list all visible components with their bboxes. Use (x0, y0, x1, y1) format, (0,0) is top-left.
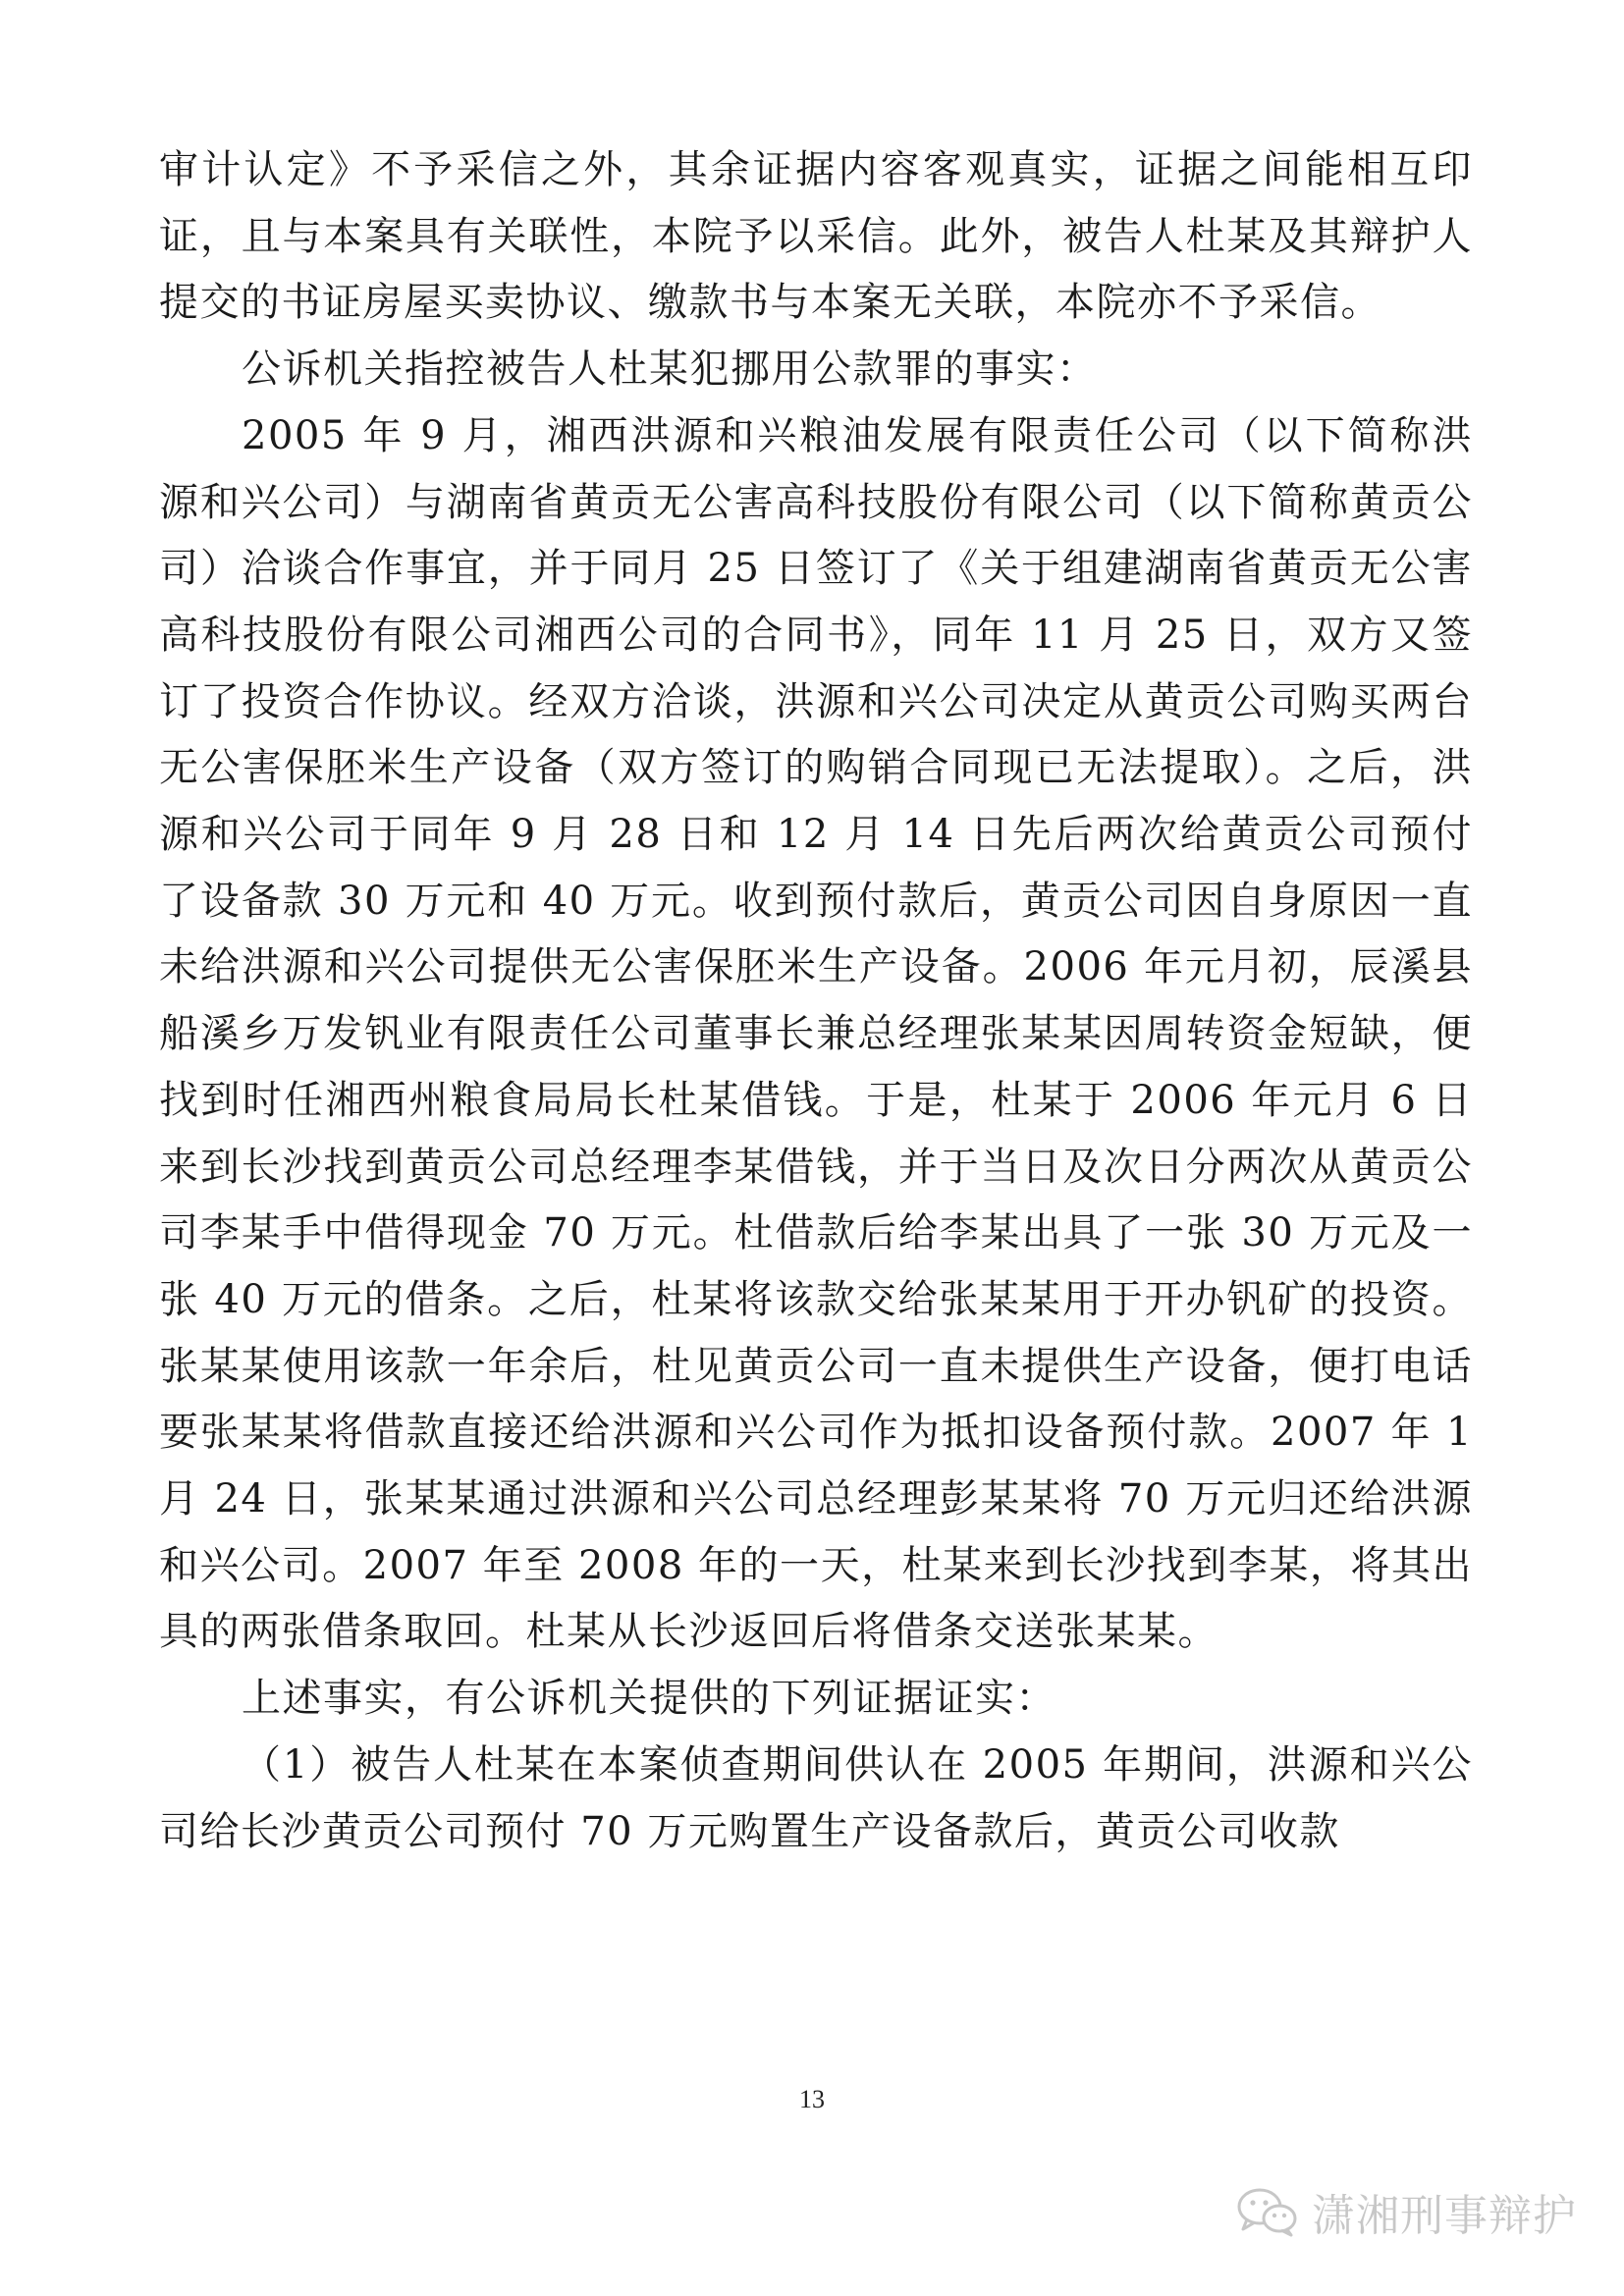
paragraph-evidence-heading: 上述事实，有公诉机关提供的下列证据证实： (242, 1676, 1056, 1722)
page-number: 13 (799, 2085, 825, 2113)
paragraph-continued: 审计认定》不予采信之外，其余证据内容客观真实，证据之间能相互印证，且与本案具有关联性，本院予以采信。此外，被告人杜某及其辩护人提交的书证房屋买卖协议、缴款书与本案无关联，本院亦不予采信。 (159, 147, 1473, 326)
document-body (159, 137, 1473, 1865)
watermark (1235, 2182, 1577, 2241)
watermark-text: 潇湘刑事辩护 (1312, 2191, 1577, 2241)
paragraph-facts: 2005 年 9 月，湘西洪源和兴粮油发展有限责任公司（以下简称洪源和兴公司）与湖南省黄贡无公害高科技股份有限公司（以下简称黄贡公司）洽谈合作事宜，并于同月 25 日签订了《关于组建湖南省黄贡无公害高科技股份有限公司湘西公司的合同书》，同年 11 月 25 日，双方又签订了投资合作协议。经双方洽谈，洪源和兴公司决定从黄贡公司购买两台无公害保胚米生产设备（双方签订的购销合同现已无法提取）。之后，洪源和兴公司于同年 9 月 28 日和 12 月 14 日先后两次给黄贡公司预付了设备款 30 万元和 40 万元。收到预付款后，黄贡公司因自身原因一直未给洪源和兴公司提供无公害保胚米生产设备。2006 年元月初，辰溪县船溪乡万发钒业有限责任公司董事长兼总经理张某某因周转资金短缺，便找到时任湘西州粮食局局长杜某借钱。于是，杜某于 2006 年元月 6 日来到长沙找到黄贡公司总经理李某借钱，并于当日及次日分两次从黄贡公司李某手中借得现金 70 万元。杜借款后给李某出具了一张 30 万元及一张 40 万元的借条。之后，杜某将该款交给张某某用于开办钒矿的投资。张某某使用该款一年余后，杜见黄贡公司一直未提供生产设备，便打电话要张某某将借款直接还给洪源和兴公司作为抵扣设备预付款。2007 年 1 月 24 日，张某某通过洪源和兴公司总经理彭某某将 70 万元归还给洪源和兴公司。2007 年至 2008 年的一天，杜某来到长沙找到李某，将其出具的两张借条取回。杜某从长沙返回后将借条交送张某某。 (159, 412, 1473, 1655)
wechat-icon (1235, 2186, 1298, 2237)
paragraph-evidence-item-1: （1）被告人杜某在本案侦查期间供认在 2005 年期间，洪源和兴公司给长沙黄贡公司预付 70 万元购置生产设备款后，黄贡公司收款 (159, 1741, 1473, 1854)
paragraph-charge-heading: 公诉机关指控被告人杜某犯挪用公款罪的事实： (242, 347, 1098, 393)
